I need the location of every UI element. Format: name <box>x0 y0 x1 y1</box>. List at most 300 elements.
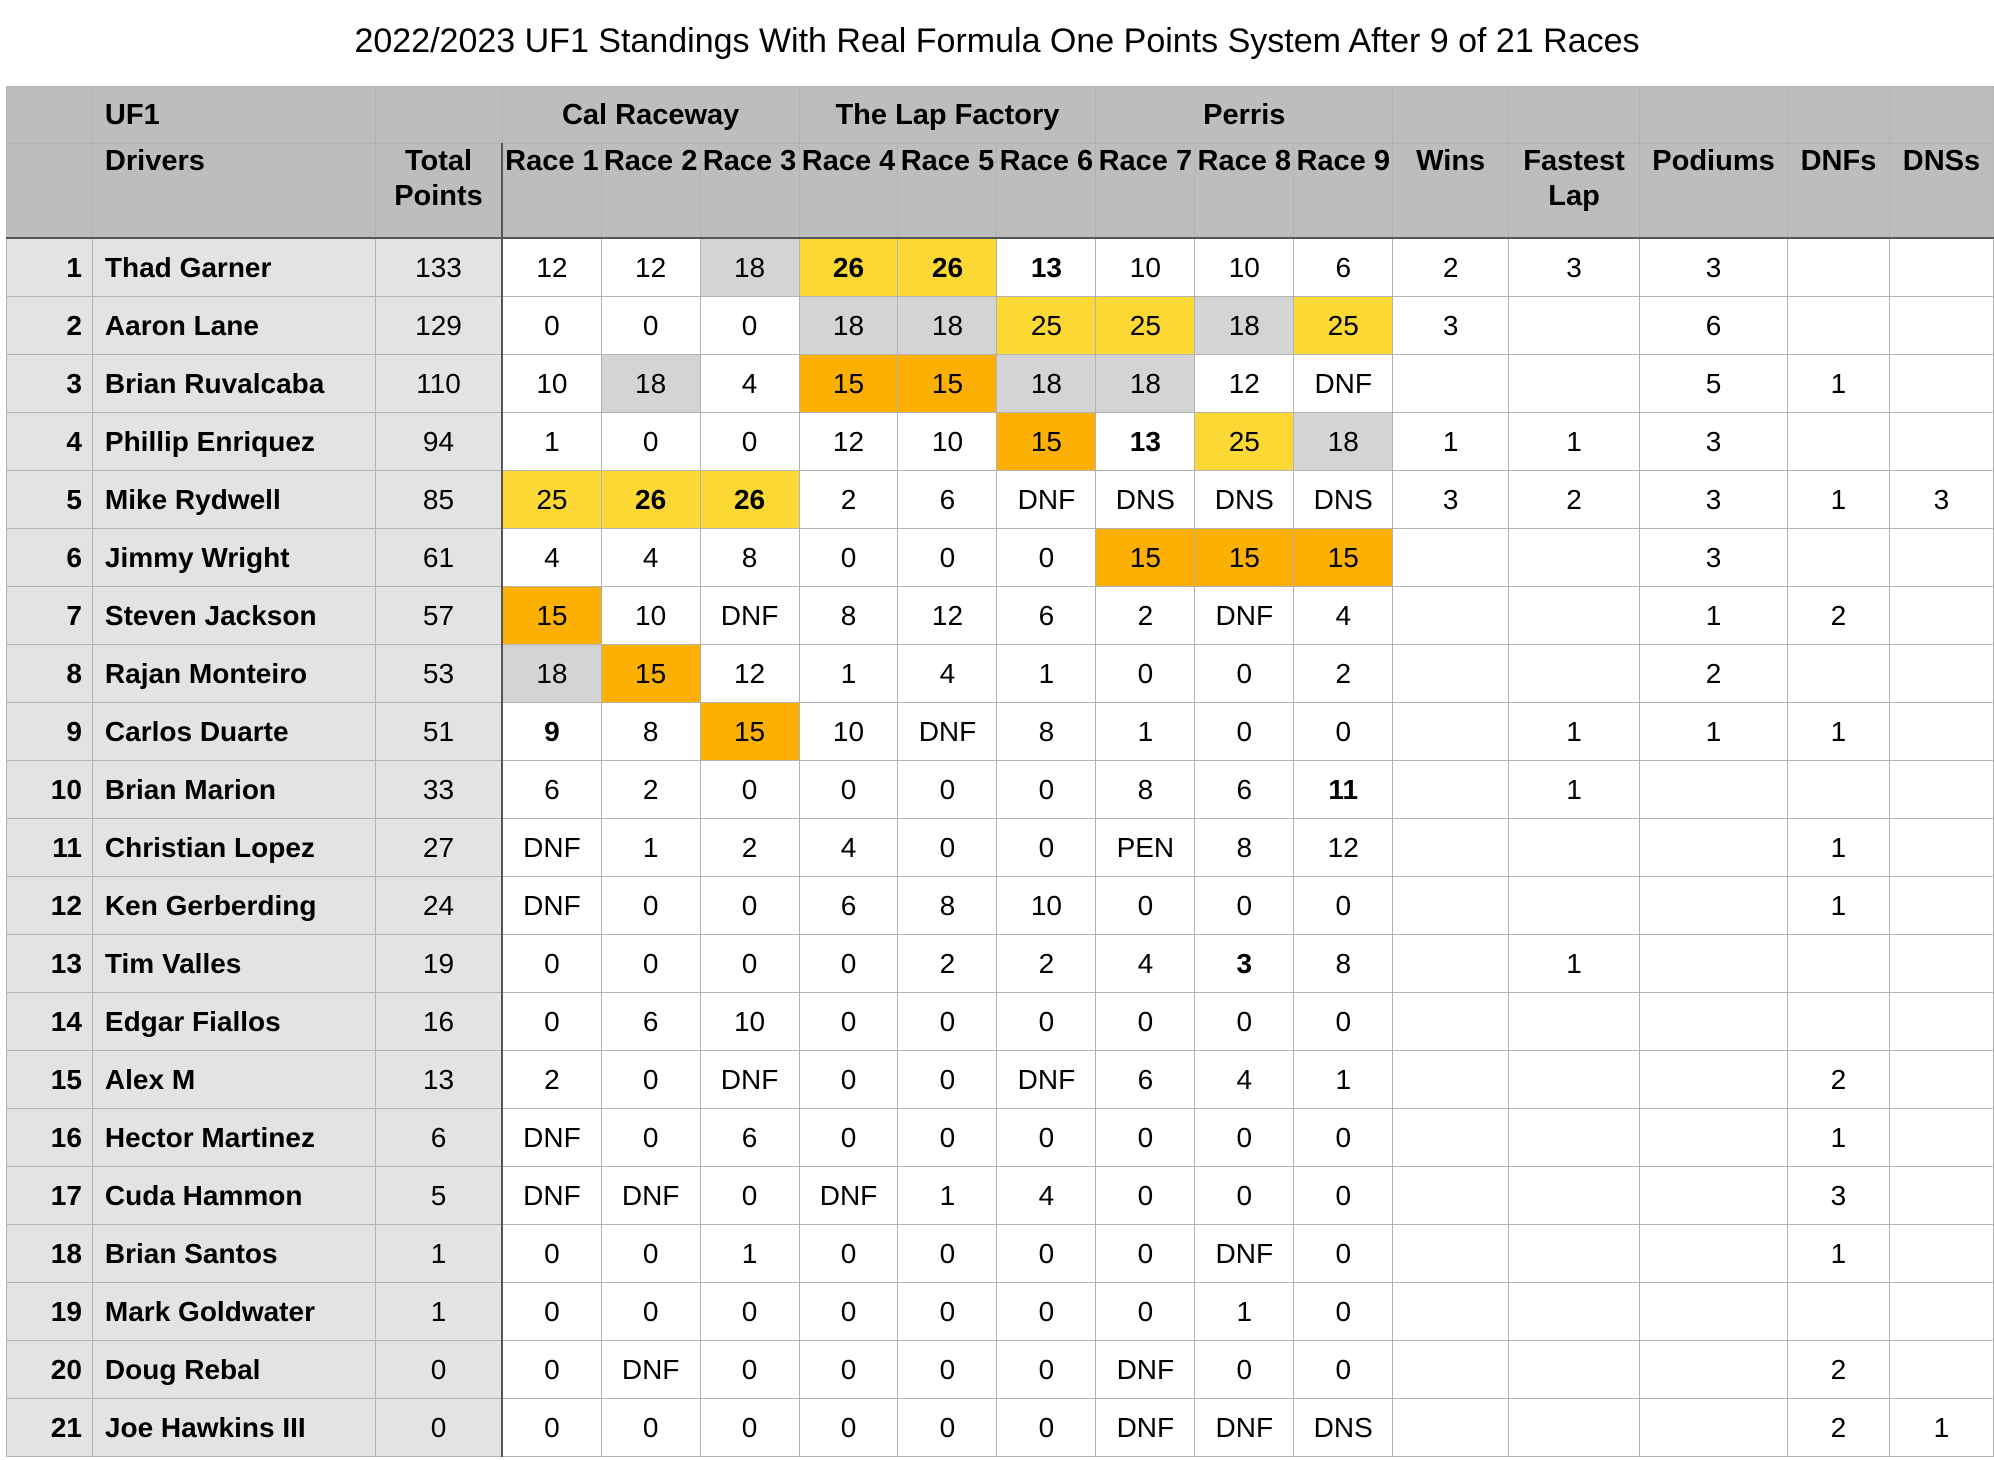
dnfs-cell <box>1788 1283 1890 1341</box>
race-result-cell: DNF <box>1294 355 1393 413</box>
position-cell: 8 <box>7 645 93 703</box>
race-result-cell: 0 <box>799 761 898 819</box>
position-cell: 4 <box>7 413 93 471</box>
podiums-cell <box>1640 761 1788 819</box>
podiums-cell <box>1640 1341 1788 1399</box>
dnfs-cell <box>1788 413 1890 471</box>
header-race: Race 1 <box>502 144 601 239</box>
race-result-cell: 0 <box>898 1341 997 1399</box>
position-cell: 14 <box>7 993 93 1051</box>
race-result-cell: 8 <box>1294 935 1393 993</box>
dnfs-cell <box>1788 993 1890 1051</box>
race-result-cell: 4 <box>1195 1051 1294 1109</box>
race-result-cell: 4 <box>799 819 898 877</box>
race-result-cell: 0 <box>1294 1167 1393 1225</box>
wins-cell <box>1393 645 1509 703</box>
race-result-cell: 0 <box>997 1109 1096 1167</box>
total-points-cell: 24 <box>375 877 502 935</box>
total-points-cell: 110 <box>375 355 502 413</box>
dnss-cell <box>1889 1283 1993 1341</box>
race-result-cell: 12 <box>1195 355 1294 413</box>
race-result-cell: 0 <box>700 1167 799 1225</box>
header-blank <box>375 87 502 144</box>
race-result-cell: 1 <box>799 645 898 703</box>
race-result-cell: 2 <box>601 761 700 819</box>
race-result-cell: 0 <box>898 1225 997 1283</box>
header-wins: Wins <box>1393 144 1509 239</box>
race-result-cell: 0 <box>1096 1283 1195 1341</box>
dnss-cell <box>1889 529 1993 587</box>
race-result-cell: 2 <box>700 819 799 877</box>
fastest-lap-cell <box>1509 993 1640 1051</box>
driver-name-cell: Mike Rydwell <box>92 471 375 529</box>
race-result-cell: 6 <box>898 471 997 529</box>
fastest-lap-cell <box>1509 297 1640 355</box>
wins-cell <box>1393 529 1509 587</box>
fastest-lap-cell: 1 <box>1509 703 1640 761</box>
race-result-cell: 1 <box>1096 703 1195 761</box>
race-result-cell: 25 <box>502 471 601 529</box>
race-result-cell: 0 <box>601 935 700 993</box>
race-result-cell: DNF <box>1096 1341 1195 1399</box>
race-result-cell: 6 <box>799 877 898 935</box>
race-result-cell: 0 <box>997 529 1096 587</box>
race-result-cell: DNS <box>1294 471 1393 529</box>
dnfs-cell <box>1788 761 1890 819</box>
race-result-cell: 0 <box>1096 993 1195 1051</box>
fastest-lap-cell: 2 <box>1509 471 1640 529</box>
race-result-cell: 0 <box>1294 993 1393 1051</box>
race-result-cell: 0 <box>898 1283 997 1341</box>
race-result-cell: 10 <box>1096 238 1195 297</box>
race-result-cell: 1 <box>1195 1283 1294 1341</box>
dnss-cell <box>1889 1167 1993 1225</box>
total-points-cell: 53 <box>375 645 502 703</box>
race-result-cell: 15 <box>700 703 799 761</box>
race-result-cell: 0 <box>1195 1341 1294 1399</box>
total-points-cell: 1 <box>375 1283 502 1341</box>
race-result-cell: DNF <box>502 1167 601 1225</box>
driver-name-cell: Ken Gerberding <box>92 877 375 935</box>
race-result-cell: 15 <box>898 355 997 413</box>
dnfs-cell <box>1788 238 1890 297</box>
total-points-cell: 6 <box>375 1109 502 1167</box>
driver-name-cell: Rajan Monteiro <box>92 645 375 703</box>
race-result-cell: 15 <box>997 413 1096 471</box>
table-row <box>7 413 1994 471</box>
wins-cell <box>1393 819 1509 877</box>
race-result-cell: 0 <box>1294 703 1393 761</box>
race-result-cell: 4 <box>502 529 601 587</box>
race-result-cell: 2 <box>1294 645 1393 703</box>
driver-name-cell: Aaron Lane <box>92 297 375 355</box>
header-blank <box>1393 87 1509 144</box>
race-result-cell: 4 <box>898 645 997 703</box>
race-result-cell: 18 <box>601 355 700 413</box>
race-result-cell: 10 <box>1195 238 1294 297</box>
podiums-cell <box>1640 1109 1788 1167</box>
race-result-cell: 6 <box>1096 1051 1195 1109</box>
position-cell: 12 <box>7 877 93 935</box>
race-result-cell: 8 <box>700 529 799 587</box>
table-row <box>7 935 1994 993</box>
fastest-lap-cell <box>1509 1225 1640 1283</box>
race-result-cell: 8 <box>898 877 997 935</box>
podiums-cell <box>1640 1051 1788 1109</box>
driver-name-cell: Christian Lopez <box>92 819 375 877</box>
race-result-cell: DNF <box>601 1341 700 1399</box>
wins-cell <box>1393 1341 1509 1399</box>
position-cell: 9 <box>7 703 93 761</box>
race-result-cell: 12 <box>799 413 898 471</box>
race-result-cell: 0 <box>1096 1225 1195 1283</box>
race-result-cell: 0 <box>898 819 997 877</box>
wins-cell <box>1393 1051 1509 1109</box>
header-track: Perris <box>1096 87 1393 144</box>
position-cell: 16 <box>7 1109 93 1167</box>
race-result-cell: DNF <box>1195 1399 1294 1457</box>
table-row <box>7 355 1994 413</box>
table-row <box>7 1225 1994 1283</box>
position-cell: 20 <box>7 1341 93 1399</box>
wins-cell: 2 <box>1393 238 1509 297</box>
header-blank <box>7 87 93 144</box>
race-result-cell: 0 <box>1294 877 1393 935</box>
table-row <box>7 238 1994 297</box>
position-cell: 10 <box>7 761 93 819</box>
race-result-cell: 0 <box>898 761 997 819</box>
race-result-cell: 15 <box>1096 529 1195 587</box>
podiums-cell <box>1640 1399 1788 1457</box>
dnss-cell <box>1889 413 1993 471</box>
fastest-lap-cell: 3 <box>1509 238 1640 297</box>
driver-name-cell: Cuda Hammon <box>92 1167 375 1225</box>
table-row <box>7 471 1994 529</box>
race-result-cell: 6 <box>1195 761 1294 819</box>
race-result-cell: 2 <box>1096 587 1195 645</box>
position-cell: 1 <box>7 238 93 297</box>
race-result-cell: 0 <box>700 1341 799 1399</box>
race-result-cell: 15 <box>502 587 601 645</box>
header-dnfs: DNFs <box>1788 144 1890 239</box>
race-result-cell: 13 <box>997 238 1096 297</box>
race-result-cell: 0 <box>1195 993 1294 1051</box>
race-result-cell: 0 <box>700 297 799 355</box>
race-result-cell: 1 <box>1294 1051 1393 1109</box>
driver-name-cell: Phillip Enriquez <box>92 413 375 471</box>
race-result-cell: 26 <box>601 471 700 529</box>
header-row-tracks <box>7 87 1994 144</box>
race-result-cell: 1 <box>700 1225 799 1283</box>
podiums-cell <box>1640 993 1788 1051</box>
race-result-cell: DNF <box>700 1051 799 1109</box>
dnss-cell <box>1889 1225 1993 1283</box>
position-cell: 2 <box>7 297 93 355</box>
race-result-cell: 0 <box>898 1109 997 1167</box>
podiums-cell <box>1640 1167 1788 1225</box>
race-result-cell: 18 <box>799 297 898 355</box>
wins-cell <box>1393 761 1509 819</box>
dnfs-cell <box>1788 935 1890 993</box>
wins-cell <box>1393 1167 1509 1225</box>
total-points-cell: 5 <box>375 1167 502 1225</box>
race-result-cell: 13 <box>1096 413 1195 471</box>
header-race: Race 9 <box>1294 144 1393 239</box>
race-result-cell: 15 <box>1195 529 1294 587</box>
race-result-cell: 0 <box>898 993 997 1051</box>
race-result-cell: 6 <box>997 587 1096 645</box>
race-result-cell: 0 <box>1294 1341 1393 1399</box>
race-result-cell: 0 <box>601 877 700 935</box>
race-result-cell: 15 <box>1294 529 1393 587</box>
dnss-cell <box>1889 1051 1993 1109</box>
race-result-cell: 26 <box>799 238 898 297</box>
race-result-cell: 25 <box>1294 297 1393 355</box>
dnss-cell <box>1889 993 1993 1051</box>
table-row <box>7 877 1994 935</box>
fastest-lap-cell <box>1509 1283 1640 1341</box>
race-result-cell: 0 <box>601 1225 700 1283</box>
race-result-cell: 1 <box>502 413 601 471</box>
race-result-cell: 11 <box>1294 761 1393 819</box>
driver-name-cell: Brian Santos <box>92 1225 375 1283</box>
header-blank <box>1889 87 1993 144</box>
race-result-cell: 8 <box>997 703 1096 761</box>
driver-name-cell: Mark Goldwater <box>92 1283 375 1341</box>
dnfs-cell: 1 <box>1788 471 1890 529</box>
podiums-cell <box>1640 1225 1788 1283</box>
header-blank <box>1788 87 1890 144</box>
race-result-cell: 18 <box>502 645 601 703</box>
race-result-cell: 2 <box>997 935 1096 993</box>
podiums-cell: 6 <box>1640 297 1788 355</box>
position-cell: 18 <box>7 1225 93 1283</box>
position-cell: 19 <box>7 1283 93 1341</box>
dnfs-cell: 2 <box>1788 1341 1890 1399</box>
race-result-cell: 15 <box>601 645 700 703</box>
race-result-cell: 10 <box>502 355 601 413</box>
podiums-cell <box>1640 1283 1788 1341</box>
total-points-cell: 19 <box>375 935 502 993</box>
race-result-cell: 0 <box>700 413 799 471</box>
header-fastest-lap: Fastest Lap <box>1509 144 1640 239</box>
header-race: Race 7 <box>1096 144 1195 239</box>
header-track: The Lap Factory <box>799 87 1096 144</box>
race-result-cell: 0 <box>1294 1225 1393 1283</box>
total-points-cell: 57 <box>375 587 502 645</box>
podiums-cell: 2 <box>1640 645 1788 703</box>
wins-cell: 1 <box>1393 413 1509 471</box>
race-result-cell: 6 <box>700 1109 799 1167</box>
race-result-cell: 0 <box>700 761 799 819</box>
total-points-cell: 16 <box>375 993 502 1051</box>
header-blank <box>1509 87 1640 144</box>
race-result-cell: DNF <box>502 877 601 935</box>
wins-cell <box>1393 587 1509 645</box>
race-result-cell: 0 <box>1195 1167 1294 1225</box>
race-result-cell: 0 <box>601 1109 700 1167</box>
table-row <box>7 1283 1994 1341</box>
position-cell: 6 <box>7 529 93 587</box>
race-result-cell: DNF <box>898 703 997 761</box>
race-result-cell: 0 <box>700 1283 799 1341</box>
race-result-cell: 9 <box>502 703 601 761</box>
race-result-cell: DNS <box>1294 1399 1393 1457</box>
race-result-cell: 0 <box>601 297 700 355</box>
race-result-cell: 0 <box>799 529 898 587</box>
race-result-cell: 0 <box>799 1109 898 1167</box>
wins-cell <box>1393 1109 1509 1167</box>
race-result-cell: 0 <box>1195 703 1294 761</box>
driver-name-cell: Doug Rebal <box>92 1341 375 1399</box>
standings-table <box>6 86 1994 1457</box>
race-result-cell: 8 <box>799 587 898 645</box>
dnfs-cell: 1 <box>1788 1109 1890 1167</box>
header-race: Race 6 <box>997 144 1096 239</box>
race-result-cell: 0 <box>799 993 898 1051</box>
wins-cell <box>1393 703 1509 761</box>
race-result-cell: 0 <box>601 1283 700 1341</box>
wins-cell <box>1393 935 1509 993</box>
fastest-lap-cell <box>1509 529 1640 587</box>
fastest-lap-cell: 1 <box>1509 413 1640 471</box>
race-result-cell: 18 <box>1096 355 1195 413</box>
race-result-cell: DNF <box>502 1109 601 1167</box>
race-result-cell: 0 <box>997 1283 1096 1341</box>
race-result-cell: 4 <box>1096 935 1195 993</box>
race-result-cell: 4 <box>997 1167 1096 1225</box>
dnss-cell <box>1889 1109 1993 1167</box>
table-row <box>7 1167 1994 1225</box>
wins-cell <box>1393 993 1509 1051</box>
race-result-cell: 26 <box>898 238 997 297</box>
header-track: Cal Raceway <box>502 87 799 144</box>
table-row <box>7 761 1994 819</box>
driver-name-cell: Steven Jackson <box>92 587 375 645</box>
dnss-cell: 3 <box>1889 471 1993 529</box>
race-result-cell: 10 <box>601 587 700 645</box>
dnss-cell <box>1889 587 1993 645</box>
race-result-cell: 6 <box>502 761 601 819</box>
total-points-cell: 94 <box>375 413 502 471</box>
podiums-cell: 1 <box>1640 703 1788 761</box>
driver-name-cell: Carlos Duarte <box>92 703 375 761</box>
race-result-cell: 0 <box>1195 645 1294 703</box>
race-result-cell: 0 <box>799 1283 898 1341</box>
race-result-cell: 0 <box>898 1399 997 1457</box>
race-result-cell: DNF <box>700 587 799 645</box>
wins-cell: 3 <box>1393 297 1509 355</box>
wins-cell: 3 <box>1393 471 1509 529</box>
dnfs-cell <box>1788 529 1890 587</box>
position-cell: 13 <box>7 935 93 993</box>
table-row <box>7 587 1994 645</box>
race-result-cell: 25 <box>997 297 1096 355</box>
dnfs-cell: 1 <box>1788 1225 1890 1283</box>
race-result-cell: 0 <box>601 413 700 471</box>
table-row <box>7 703 1994 761</box>
dnss-cell <box>1889 355 1993 413</box>
race-result-cell: 6 <box>601 993 700 1051</box>
race-result-cell: DNF <box>601 1167 700 1225</box>
race-result-cell: DNF <box>799 1167 898 1225</box>
position-cell: 21 <box>7 1399 93 1457</box>
race-result-cell: 0 <box>799 1399 898 1457</box>
dnfs-cell <box>1788 645 1890 703</box>
race-result-cell: 4 <box>700 355 799 413</box>
race-result-cell: 0 <box>997 819 1096 877</box>
table-row <box>7 993 1994 1051</box>
driver-name-cell: Jimmy Wright <box>92 529 375 587</box>
total-points-cell: 129 <box>375 297 502 355</box>
fastest-lap-cell <box>1509 1109 1640 1167</box>
fastest-lap-cell <box>1509 1167 1640 1225</box>
race-result-cell: 0 <box>700 1399 799 1457</box>
table-row <box>7 297 1994 355</box>
race-result-cell: 0 <box>1294 1109 1393 1167</box>
total-points-cell: 51 <box>375 703 502 761</box>
dnfs-cell: 1 <box>1788 819 1890 877</box>
total-points-cell: 27 <box>375 819 502 877</box>
fastest-lap-cell <box>1509 1341 1640 1399</box>
table-row <box>7 529 1994 587</box>
race-result-cell: 12 <box>898 587 997 645</box>
dnfs-cell: 2 <box>1788 1399 1890 1457</box>
race-result-cell: 8 <box>601 703 700 761</box>
race-result-cell: DNS <box>1195 471 1294 529</box>
race-result-cell: 4 <box>601 529 700 587</box>
dnfs-cell: 1 <box>1788 703 1890 761</box>
fastest-lap-cell <box>1509 1399 1640 1457</box>
wins-cell <box>1393 1283 1509 1341</box>
podiums-cell <box>1640 935 1788 993</box>
table-row <box>7 1341 1994 1399</box>
podiums-cell <box>1640 877 1788 935</box>
dnss-cell <box>1889 1341 1993 1399</box>
position-cell: 15 <box>7 1051 93 1109</box>
race-result-cell: 0 <box>1096 645 1195 703</box>
driver-name-cell: Brian Marion <box>92 761 375 819</box>
driver-name-cell: Thad Garner <box>92 238 375 297</box>
dnss-cell <box>1889 761 1993 819</box>
race-result-cell: DNS <box>1096 471 1195 529</box>
driver-name-cell: Hector Martinez <box>92 1109 375 1167</box>
position-cell: 3 <box>7 355 93 413</box>
race-result-cell: 0 <box>1096 1109 1195 1167</box>
race-result-cell: DNF <box>997 471 1096 529</box>
race-result-cell: 12 <box>1294 819 1393 877</box>
race-result-cell: 0 <box>502 1399 601 1457</box>
race-result-cell: 18 <box>1195 297 1294 355</box>
race-result-cell: 12 <box>502 238 601 297</box>
race-result-cell: 4 <box>1294 587 1393 645</box>
table-row <box>7 1109 1994 1167</box>
driver-name-cell: Edgar Fiallos <box>92 993 375 1051</box>
race-result-cell: 8 <box>1195 819 1294 877</box>
table-row <box>7 1399 1994 1457</box>
race-result-cell: 2 <box>502 1051 601 1109</box>
race-result-cell: 0 <box>898 529 997 587</box>
dnss-cell <box>1889 645 1993 703</box>
dnfs-cell: 2 <box>1788 1051 1890 1109</box>
fastest-lap-cell <box>1509 355 1640 413</box>
header-league: UF1 <box>92 87 375 144</box>
race-result-cell: 0 <box>1096 877 1195 935</box>
total-points-cell: 0 <box>375 1399 502 1457</box>
race-result-cell: 0 <box>898 1051 997 1109</box>
driver-name-cell: Brian Ruvalcaba <box>92 355 375 413</box>
table-row <box>7 645 1994 703</box>
